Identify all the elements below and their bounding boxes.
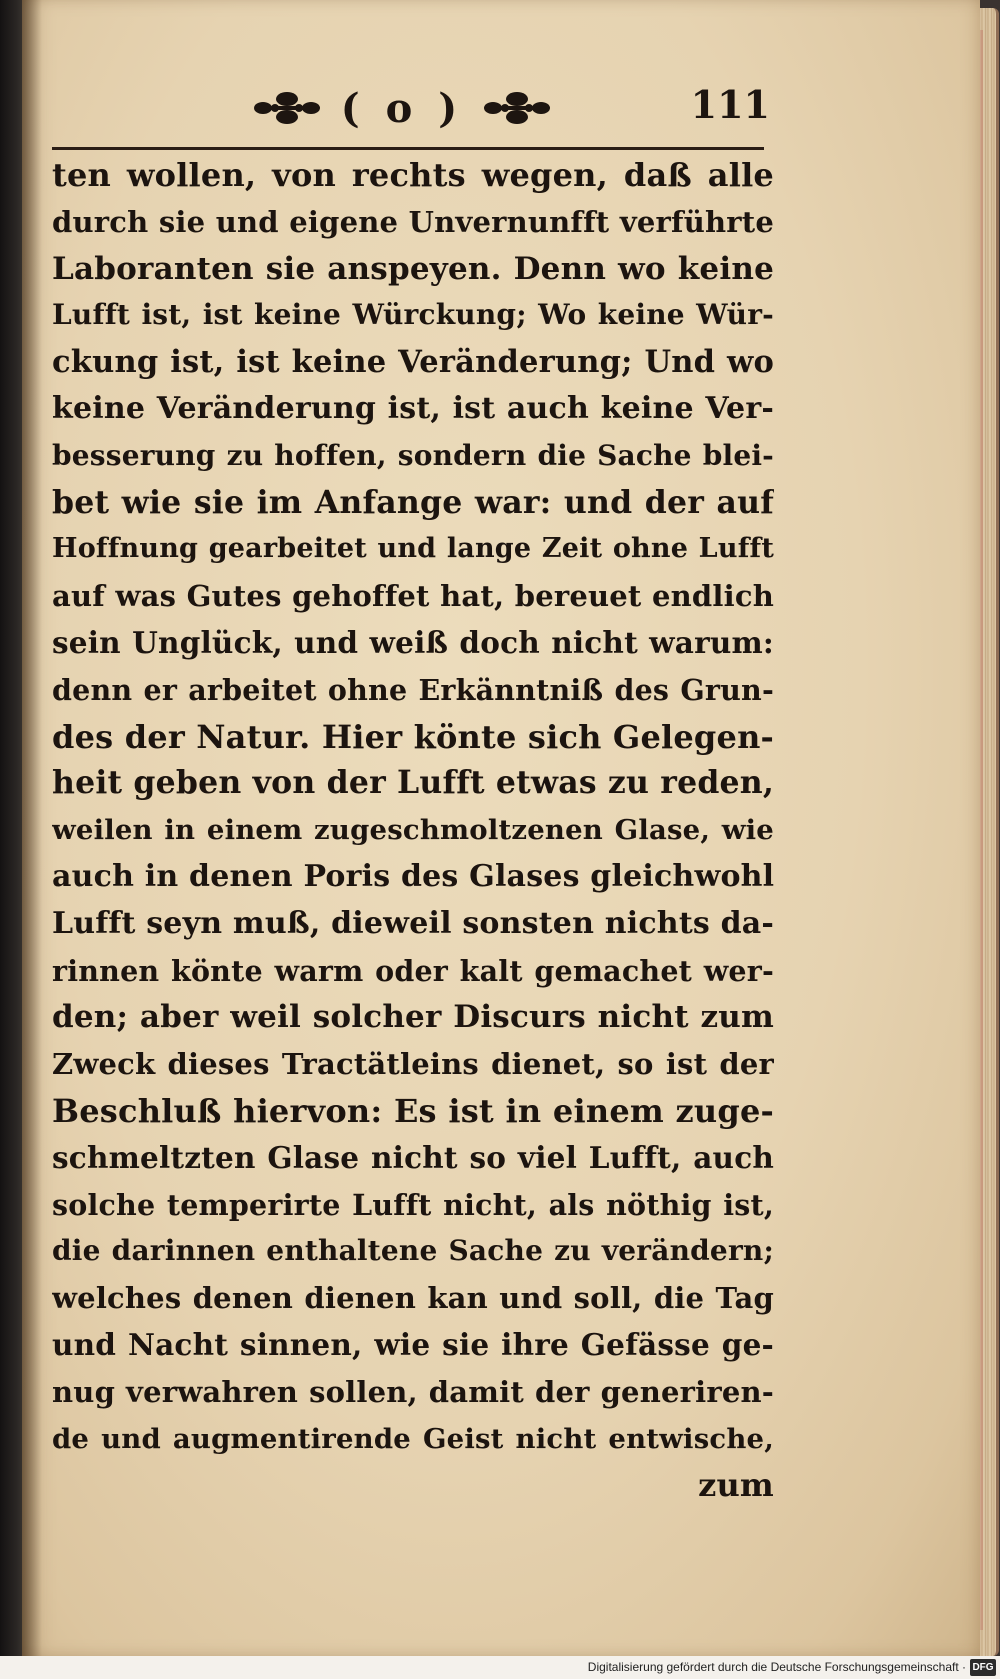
- running-head: [222, 78, 582, 138]
- text-line: auf was Gutes gehoffet hat, bereuet endlich: [52, 579, 774, 614]
- text-line: und Nacht sinnen, wie sie ihre Gefässe ge-: [52, 1326, 774, 1362]
- spine-shadow: [22, 0, 42, 1656]
- text-line: heit geben von der Lufft etwas zu reden,: [52, 764, 774, 802]
- text-line: solche temperirte Lufft nicht, als nöthig ist,: [52, 1187, 774, 1222]
- text-line: nug verwahren sollen, damit der generiren-: [52, 1374, 774, 1409]
- text-line: Lufft seyn muß, dieweil sonsten nichts da-: [52, 905, 774, 941]
- text-line: den; aber weil solcher Discurs nicht zum: [52, 999, 774, 1036]
- text-line: ten wollen, von rechts wegen, daß alle: [52, 156, 774, 194]
- floral-ornament-icon: [251, 87, 323, 129]
- text-line: denn er arbeitet ohne Erkänntniß des Grun-: [52, 672, 774, 707]
- text-line: Hoffnung gearbeitet und lange Zeit ohne Lufft: [52, 533, 774, 565]
- text-line: keine Veränderung ist, ist auch keine Ver-: [52, 390, 774, 426]
- text-line: Beschluß hiervon: Es ist in einem zuge-: [52, 1091, 774, 1130]
- page-number: 111: [690, 82, 770, 127]
- header-rule: [52, 147, 764, 150]
- text-line: de und augmentirende Geist nicht entwische,: [52, 1422, 774, 1455]
- digitization-credit: Digitalisierung gefördert durch die Deutsche Forschungsgemeinschaft ·: [0, 1656, 1000, 1679]
- catchword: zum: [698, 1466, 774, 1505]
- text-line: Laboranten sie anspeyen. Denn wo keine: [52, 250, 774, 287]
- text-line: sein Unglück, und weiß doch nicht warum:: [52, 624, 774, 660]
- floral-ornament-icon: [481, 87, 553, 129]
- text-line: auch in denen Poris des Glases gleichwohl: [52, 858, 774, 894]
- text-line: rinnen könte warm oder kalt gemachet wer-: [52, 953, 774, 988]
- text-line: schmeltzten Glase nicht so viel Lufft, auch: [52, 1139, 774, 1175]
- dfg-logo: DFG: [970, 1659, 996, 1676]
- text-line: durch sie und eigene Unvernunfft verführte: [52, 204, 774, 239]
- text-line: die darinnen enthaltene Sache zu verändern;: [52, 1234, 774, 1268]
- body-text: [52, 152, 774, 1509]
- text-line: des der Natur. Hier könte sich Gelegen-: [52, 717, 774, 756]
- header-mark: ( o ): [340, 84, 464, 132]
- text-line: besserung zu hoffen, sondern die Sache blei-: [52, 438, 774, 472]
- text-line: bet wie sie im Anfange war: und der auf: [52, 483, 774, 521]
- text-line: ckung ist, ist keine Veränderung; Und wo: [52, 344, 774, 381]
- text-line: weilen in einem zugeschmoltzenen Glase, wie: [52, 814, 774, 847]
- text-line: Zweck dieses Tractätleins dienet, so ist der: [52, 1047, 774, 1082]
- text-line: Lufft ist, ist keine Würckung; Wo keine Wür-: [52, 298, 774, 332]
- text-line: welches denen dienen kan und soll, die Tag: [52, 1281, 774, 1316]
